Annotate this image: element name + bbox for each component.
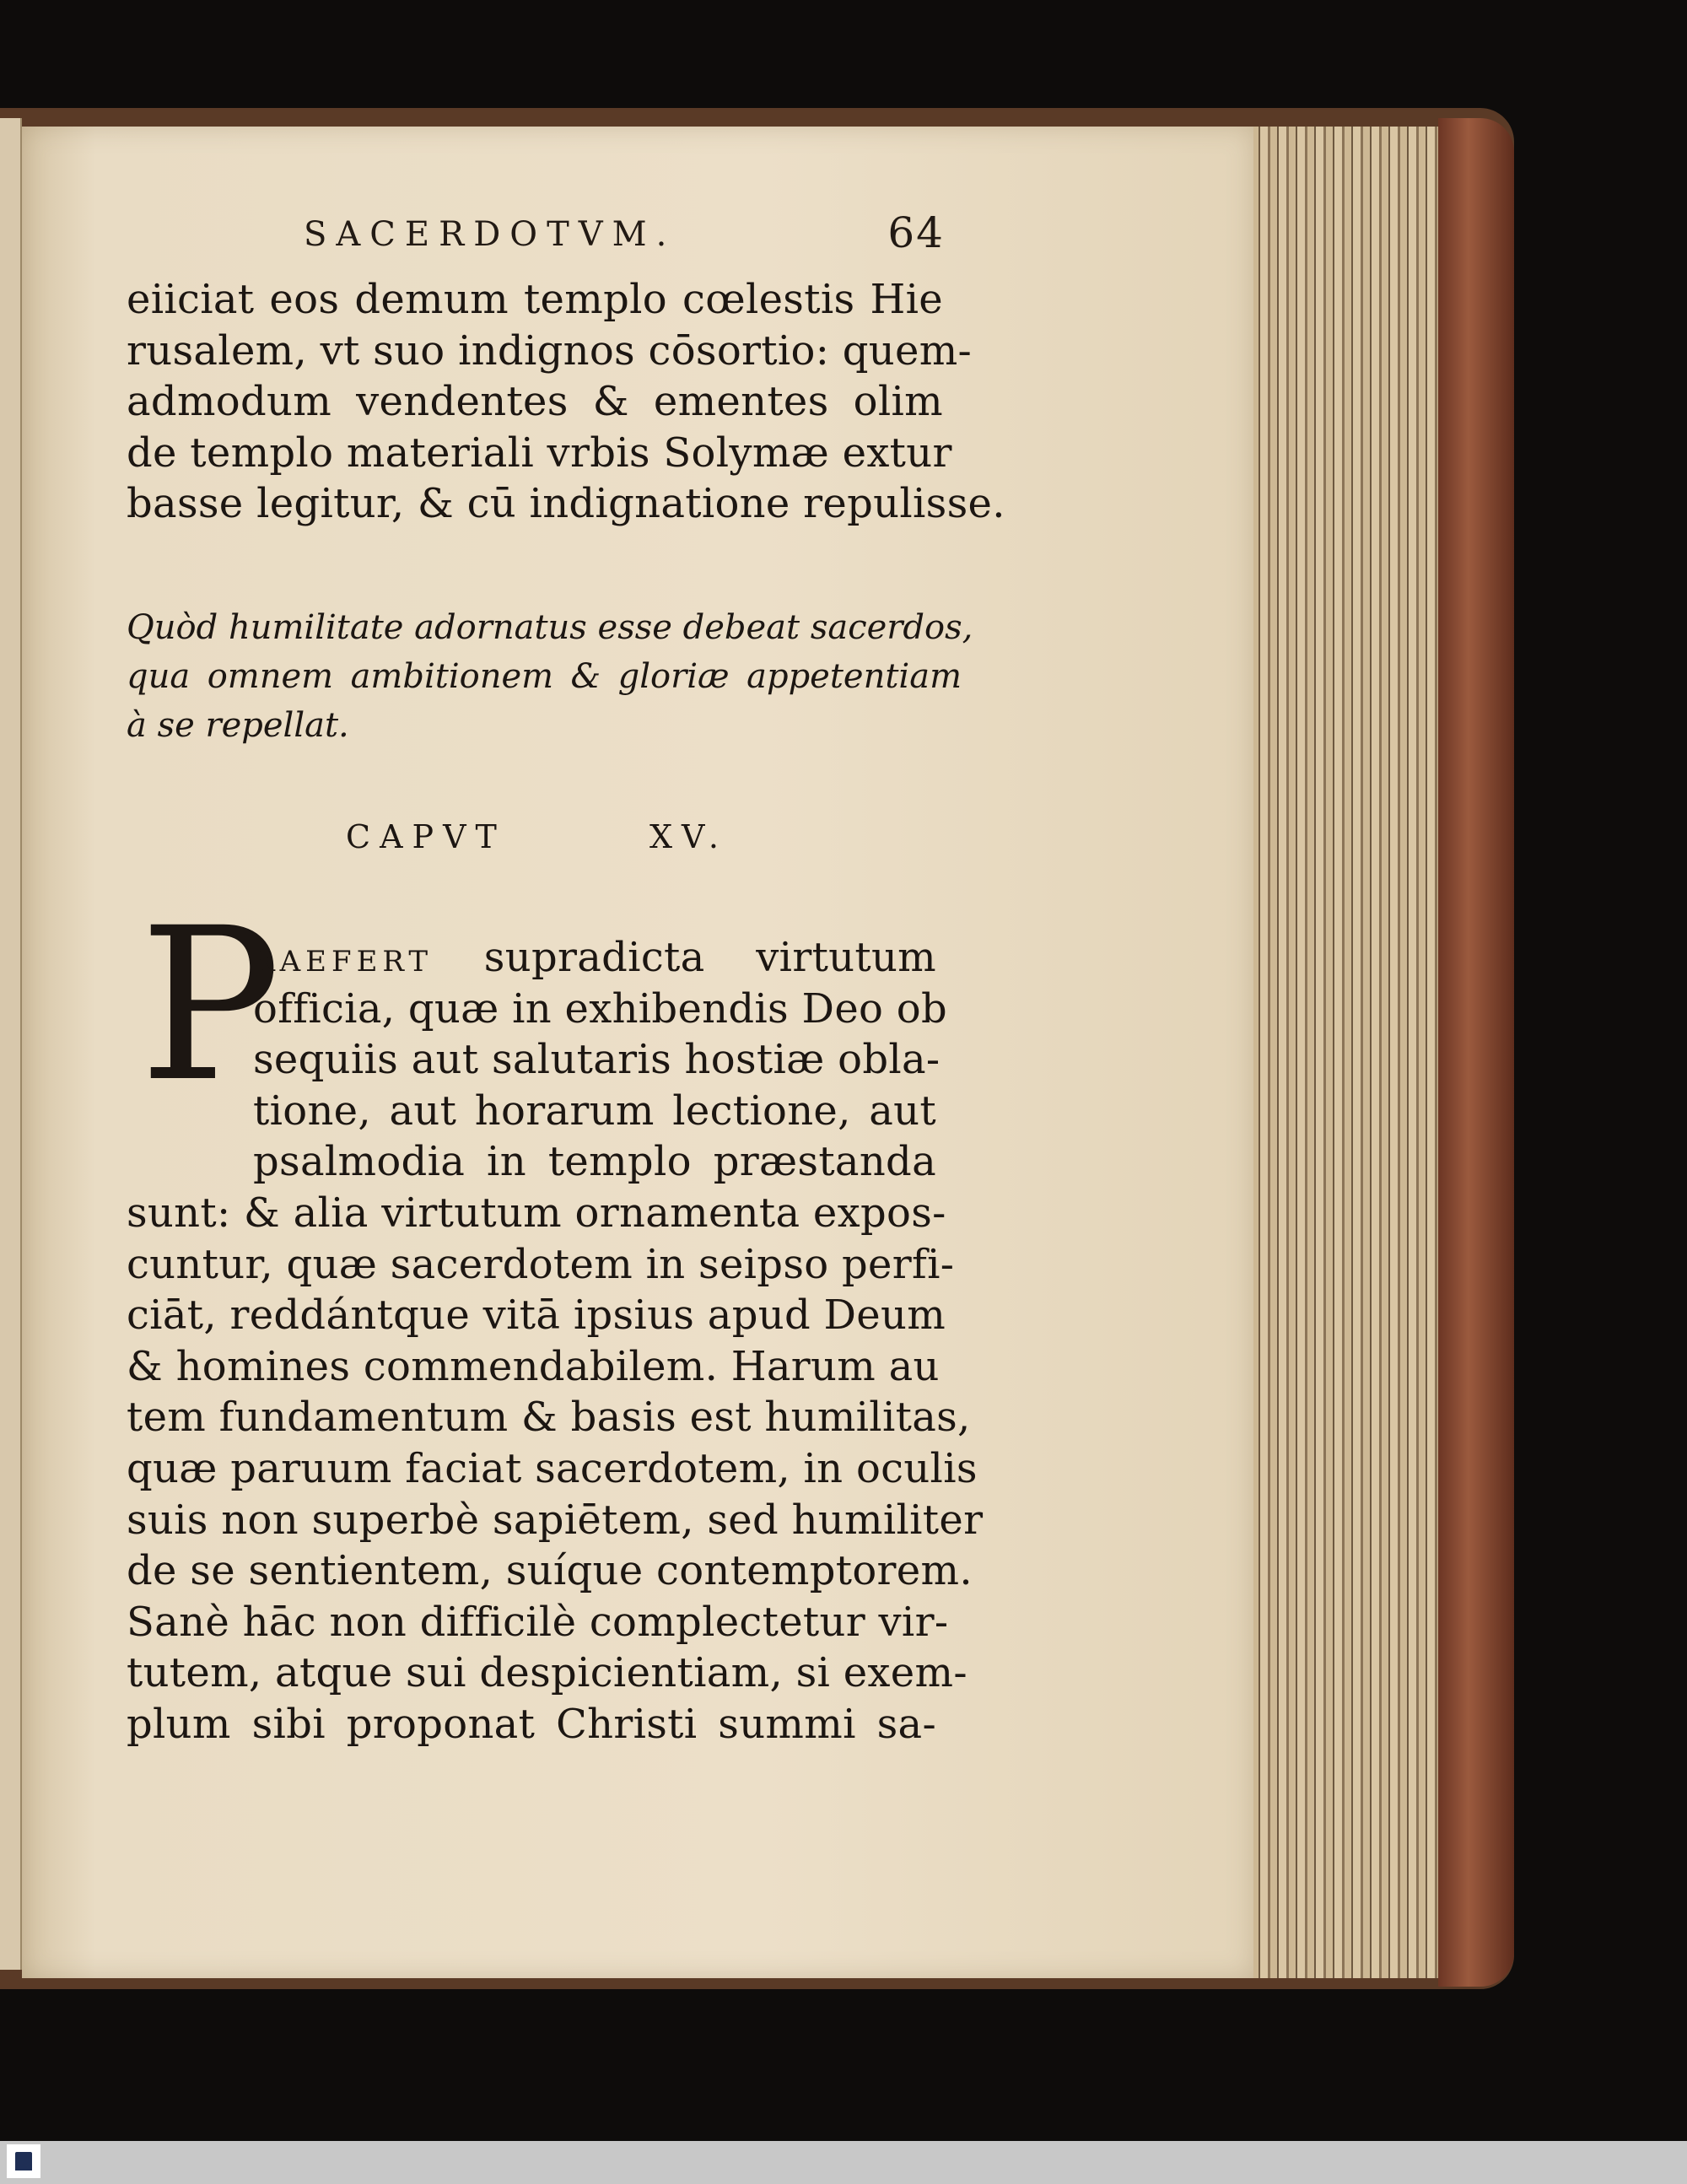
text-line: Sanè hāc non difficilè complectetur vir-: [127, 1598, 949, 1646]
left-page-edge: [0, 118, 22, 1970]
running-header: [304, 208, 945, 266]
text-line: tem fundamentum & basis est humilitas,: [127, 1394, 971, 1442]
leather-cover: [1438, 118, 1514, 1987]
text-line: de templo materiali vrbis Solymæ extur: [127, 429, 952, 477]
first-word: RAEFERT: [253, 945, 434, 979]
chapter-number: XV.: [649, 818, 728, 855]
text-line: officia, quæ in exhibendis Deo ob: [253, 984, 948, 1033]
text-line: eiiciat eos demum templo cœlestis Hie: [127, 276, 943, 323]
text-line: ciāt, reddántque vitā ipsius apud Deum: [127, 1292, 946, 1340]
viewer-footer-bar: [0, 2141, 1687, 2184]
paragraph-2: [127, 932, 984, 1750]
text-line: plum sibi proponat Christi summi sa-: [127, 1700, 936, 1748]
rubric-line: qua omnem ambitionem & gloriæ appetentiam: [127, 657, 962, 696]
text-line: psalmodia in templo præstanda: [253, 1138, 936, 1186]
text-line: rusalem, vt suo indignos cōsortio: quem-: [127, 326, 973, 375]
text-line: suis non superbè sapiētem, sed humiliter: [127, 1496, 984, 1544]
rubric-line: à se repellat.: [127, 706, 349, 745]
chapter-rubric: [127, 603, 973, 750]
text-line: quæ paruum faciat sacerdotem, in oculis: [127, 1444, 978, 1492]
page-number: 64: [887, 208, 945, 257]
text-line: sequiis aut salutaris hostiæ oblа-: [253, 1036, 941, 1084]
rubric-line: Quòd humilitate adornatus esse debeat sacerdos,: [127, 608, 973, 647]
running-title: SACERDOTVM.: [304, 215, 676, 254]
text-line: cuntur, quæ sacerdotem in seipso perfi-: [127, 1240, 955, 1288]
text-line: [253, 932, 936, 984]
chapter-label: CAPVT: [346, 818, 506, 855]
text-line: sunt: & alia virtutum ornamenta expos-: [127, 1189, 946, 1237]
text-line: tutem, atque sui despicientiam, si exem-: [127, 1649, 967, 1697]
text-line: basse legitur, & cū indignatione repulisse.: [127, 480, 1005, 528]
paragraph-1: [127, 274, 1005, 530]
text-line-rest: supradicta virtutum: [433, 934, 936, 981]
text-line: de se sentientem, suíque contemptorem.: [127, 1547, 973, 1595]
library-logo-icon: [7, 2144, 40, 2178]
text-line: admodum vendentes & ementes olim: [127, 378, 943, 426]
drop-capital: P: [139, 882, 282, 1128]
text-line: tione, aut horarum lectione, aut: [253, 1087, 936, 1135]
text-line: & homines commendabilem. Harum au: [127, 1342, 940, 1390]
